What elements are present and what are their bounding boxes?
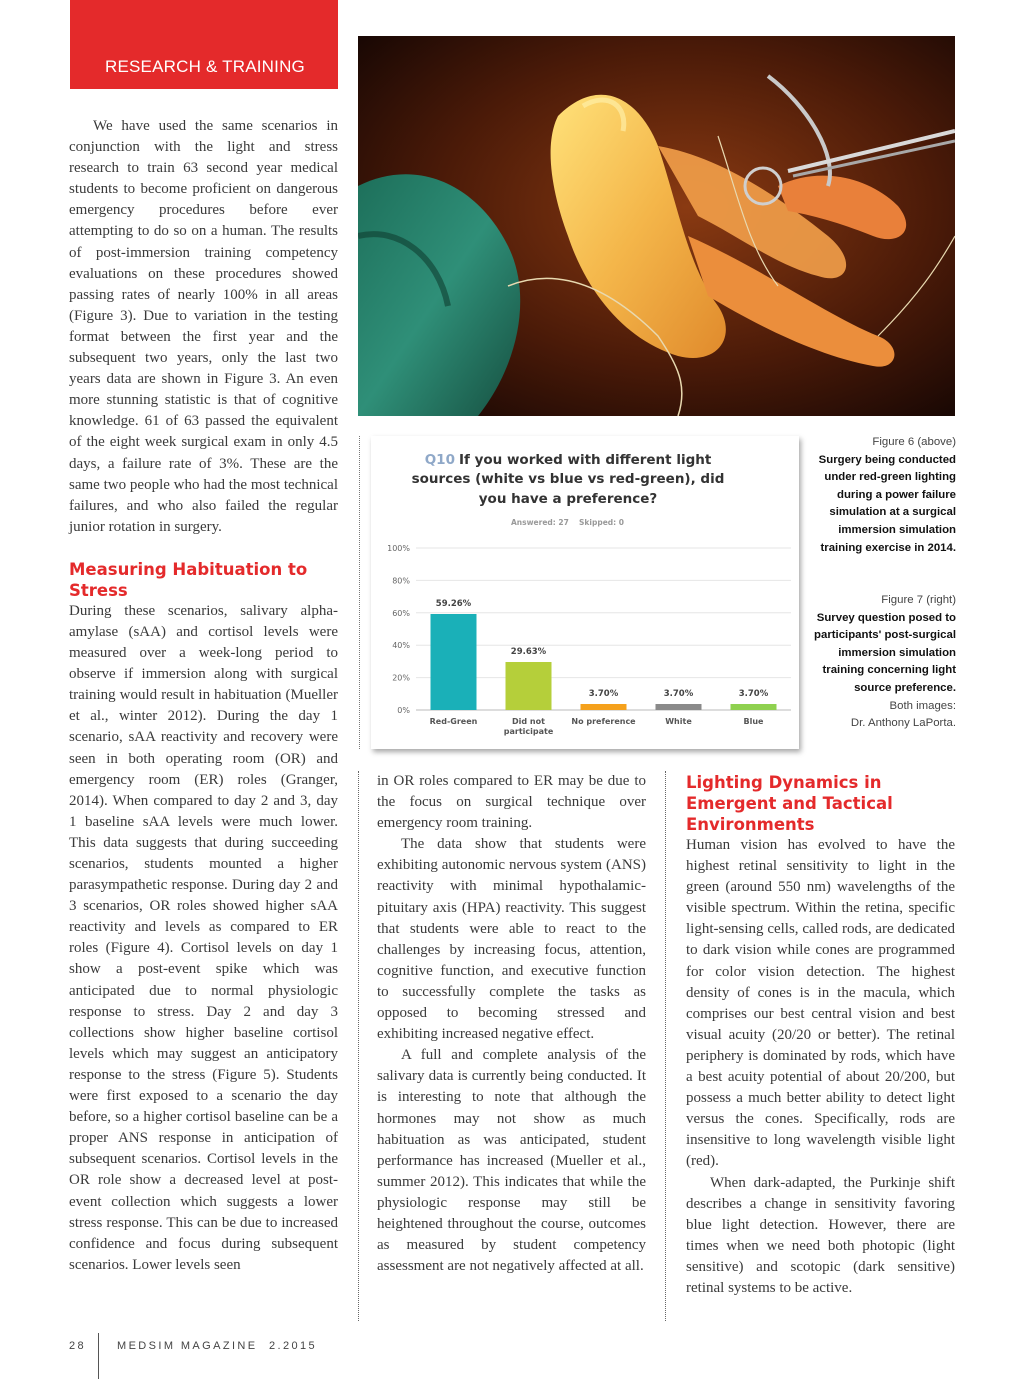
- footer-issue: 2.2015: [268, 1340, 318, 1352]
- chart-value-label: 29.63%: [510, 646, 547, 657]
- chart-bar: [431, 614, 477, 710]
- section-banner-label: RESEARCH & TRAINING: [105, 57, 305, 76]
- figure6-caption-lead: Figure 6 (above): [872, 436, 956, 448]
- column-divider-1: [358, 771, 359, 1321]
- figure7-caption-lead: Figure 7 (right): [881, 594, 956, 606]
- chart-ytick-label: 60%: [392, 608, 410, 618]
- chart-bar: [731, 704, 777, 710]
- chart-ytick-label: 20%: [392, 673, 410, 683]
- heading-lighting-dynamics: Lighting Dynamics in Emergent and Tactical Environments: [686, 773, 893, 834]
- chart-bar: [656, 704, 702, 710]
- chart-ytick-label: 80%: [392, 576, 410, 586]
- chart-title-line-3: you have a preference?: [478, 491, 658, 507]
- chart-category-label: White: [665, 717, 692, 726]
- footer-magazine-name: MEDSIM MAGAZINE: [117, 1340, 258, 1352]
- chart-skipped: Skipped: 0: [579, 518, 624, 527]
- chart-value-label: 3.70%: [588, 689, 619, 700]
- footer-magazine: [117, 1340, 317, 1352]
- figure7-caption: [806, 592, 956, 733]
- chart-bar: [506, 662, 552, 710]
- column1-paragraph-2: During these scenarios, salivary alpha-amylase (sAA) and cortisol levels were measured over a week-long period to observe if immersion along with surgical training would result in habituation (Mueller et al., winter 2012). During the day 1 scenario, sAA reactivity and recovery were seen in both operating room (OR) and emergency room (ER) roles (Granger, 2014). When compared to day 2 and 3, day 1 baseline sAA levels were much lower. This data suggests that during succeeding scenarios, students mounted a higher parasympathetic response. During day 2 and 3 scenarios, OR roles showed higher sAA reactivity and levels as compared to ER roles (Figure 4). Cortisol levels on day 1 show a post-event spike which was anticipated due to normal physiologic response to stress. Day 2 and day 3 collections show higher baseline cortisol levels which may suggest an anticipatory response to the stress (Figure 5). Students were first exposed to a scenario the day before, so a higher cortisol baseline can be a proper ANS response in anticipation of subsequent scenarios. Cortisol levels in the OR role show a decreased level at post-event collection which suggests a lower stress response. This can be due to increased confidence and focus during subsequent scenarios. Lower levels seen: [69, 602, 338, 1273]
- chart-divider: [359, 436, 360, 749]
- column1-paragraph-1: We have used the same scenarios in conjunction with the light and stress research to train 63 second year medical students to become proficient on dangerous emergency procedures before ever attempting to do so on a human. The results of post-immersion training competency evaluations on these procedures showed passing rates of nearly 100% in all areas (Figure 3). Due to variation in the testing format between the first year and the subsequent two years, only the last two years data are shown in Figure 3. An even more stunning statistic is that of cognitive knowledge. 61 of 63 passed the equivalent of the eight week surgical exam in only 4.5 days, a failure rate of 3%. These are the same two people who had the most technical failures, and who also failed the regular junior rotation in surgery.: [69, 118, 338, 535]
- chart-title-line-2: sources (white vs blue vs red-green), did: [411, 471, 725, 487]
- page-number: 28: [69, 1340, 87, 1352]
- chart-title-line-1: [425, 452, 712, 468]
- figure6-caption: [806, 434, 956, 557]
- image-credit-line-1: Both images:: [889, 699, 956, 712]
- column3-paragraph-2: When dark-adapted, the Purkinje shift describes a change in sensitivity favoring blue light detection. However, there are times when we need both photopic (light sensitive) and scotopic (dark sensitive) retinal systems to be active.: [686, 1174, 955, 1296]
- column3-paragraph-1: Human vision has evolved to have the highest retinal sensitivity to light in the green (around 550 nm) wavelengths of the visible spectrum. Within the retina, specific light-sensing cells, called rods, are dedicated to dark vision while cones are programmed for color vision detection. The highest density of cones is in the macula, which comprises our best central vision and best visual acuity (20/20 or better). The retinal periphery is dominated by rods, which have a best acuity potential of about 20/200, but possess a much better ability to detect light versus the cones. Specifically, rods are insensitive to long wavelength visible light (red).: [686, 837, 955, 1170]
- chart-category-label: Did not: [512, 717, 545, 726]
- chart-answered: Answered: 27: [511, 518, 569, 527]
- chart-category-label: Blue: [743, 717, 764, 726]
- surgery-photo: [358, 36, 955, 416]
- chart-title-prefix: Q10: [424, 452, 455, 468]
- heading-measuring-habituation: Measuring Habituation to Stress: [69, 559, 308, 600]
- section-banner: [70, 0, 338, 89]
- column2-paragraph-3: A full and complete analysis of the salivary data is currently being conducted. It is interesting to note that although the hormones may not show as much habituation as was anticipated, student performance has increased (Mueller et al., summer 2012). This indicates that while the physiologic response may still be heightened throughout the course, outcomes as measured by student competency assessment are not negatively affected at all.: [377, 1047, 646, 1275]
- footer-rule: [98, 1333, 99, 1379]
- column-divider-2: [665, 771, 666, 1321]
- chart-ytick-label: 0%: [397, 706, 410, 715]
- figure6-caption-text: Surgery being conducted under red-green lighting during a power failure simulation at a surgical immersion simulation training exercise in 2014.: [818, 453, 956, 554]
- chart-ytick-label: 40%: [392, 641, 410, 651]
- column-1: [69, 116, 338, 1276]
- survey-chart: [371, 436, 799, 749]
- column2-paragraph-1: in OR roles compared to ER may be due to the focus on surgical technique over emergency room training.: [377, 773, 646, 832]
- chart-value-label: 3.70%: [663, 689, 694, 700]
- chart-category-label: Red-Green: [429, 717, 478, 726]
- chart-ytick-label: 100%: [387, 544, 410, 553]
- chart-value-label: 3.70%: [738, 689, 769, 700]
- column2-paragraph-2: The data show that students were exhibiting autonomic nervous system (ANS) reactivity with minimal hypothalamic-pituitary axis (HPA) reactivity. This suggest that students were able to react to the challenges by increasing focus, attention, cognitive function, and executive function to successfully complete the tasks as opposed to becoming stressed and exhibiting increased negative effect.: [377, 836, 646, 1043]
- image-credit-line-2: Dr. Anthony LaPorta.: [850, 717, 956, 730]
- chart-category-label: No preference: [571, 717, 636, 726]
- column-2: [377, 771, 646, 1277]
- chart-title-text-1: If you worked with different light: [458, 452, 712, 468]
- survey-chart-svg: [371, 436, 799, 749]
- surgery-photo-image: [358, 36, 955, 416]
- column-3: [686, 772, 955, 1299]
- chart-value-label: 59.26%: [435, 598, 472, 609]
- figure7-caption-text: Survey question posed to participants' post-surgical immersion simulation training concerning light source preference.: [814, 611, 956, 694]
- chart-category-label: participate: [503, 727, 554, 736]
- chart-bar: [581, 704, 627, 710]
